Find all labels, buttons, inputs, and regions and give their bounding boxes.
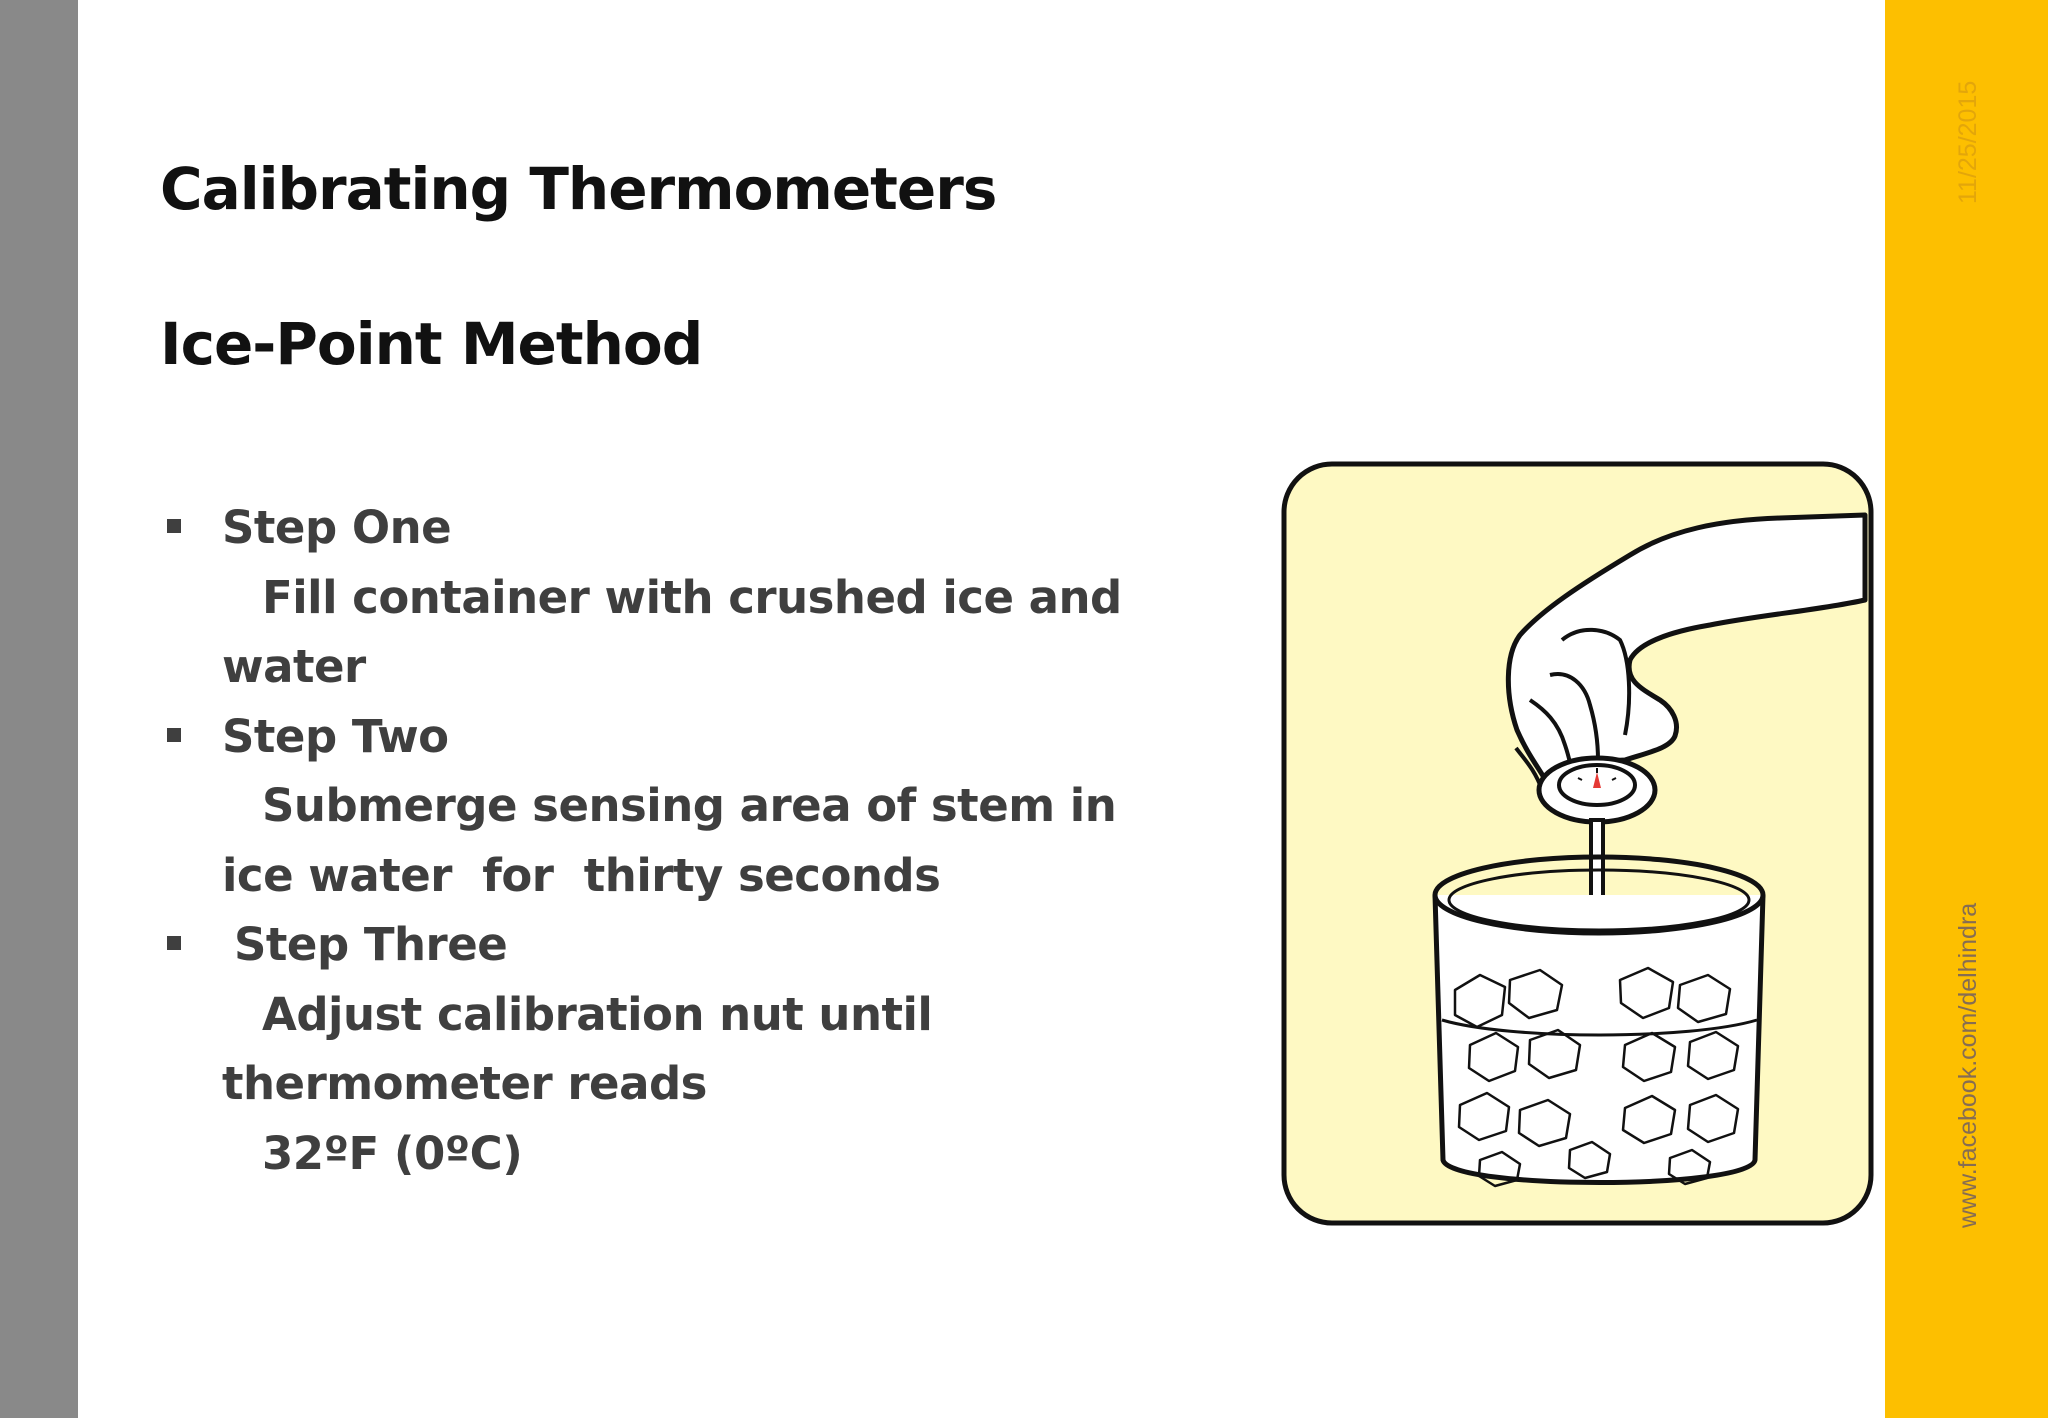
step-title: Step One <box>222 501 452 554</box>
footer-url: www.facebook.com/delhindra <box>1954 902 1982 1228</box>
step-title: Step Three <box>234 918 508 971</box>
step-text: Fill container with crushed ice and water <box>222 570 1137 693</box>
step-temperature: 32ºF (0ºC) <box>262 1126 523 1180</box>
left-accent-bar <box>0 0 78 1418</box>
step-item <box>160 493 1180 702</box>
square-bullet-icon <box>167 519 181 533</box>
step-item <box>160 910 1180 1188</box>
slide-date: 11/25/2015 <box>1954 80 1982 204</box>
steps-list <box>160 493 1180 1188</box>
square-bullet-icon <box>167 728 181 742</box>
thermometer-in-ice-water-icon <box>1280 460 1875 1227</box>
square-bullet-icon <box>167 936 181 950</box>
step-title: Step Two <box>222 709 449 763</box>
step-text: Adjust calibration nut until thermometer reads <box>222 987 948 1110</box>
step-item <box>160 702 1180 911</box>
slide-title: Calibrating Thermometers <box>160 155 997 223</box>
slide-subtitle: Ice-Point Method <box>160 310 703 378</box>
step-text: Submerge sensing area of stem in ice water for thirty seconds <box>222 779 1132 902</box>
